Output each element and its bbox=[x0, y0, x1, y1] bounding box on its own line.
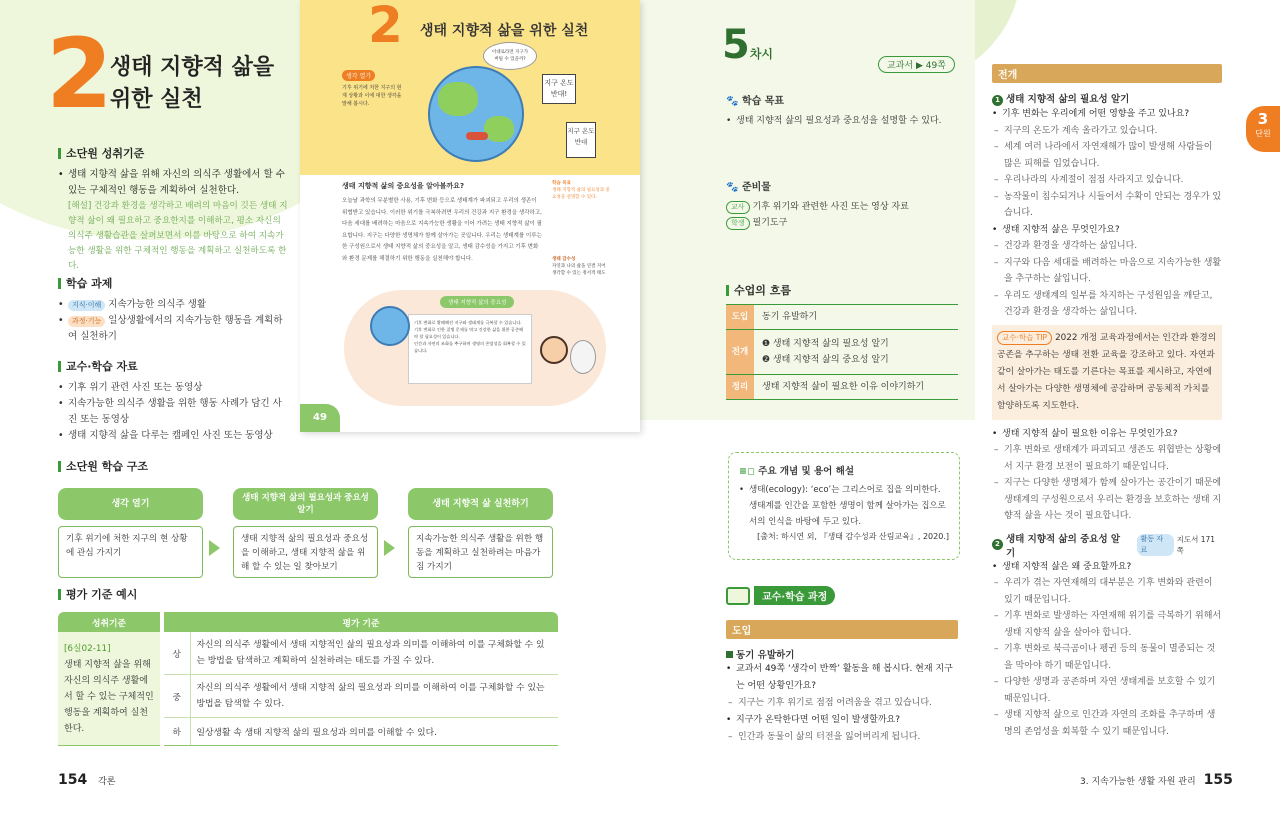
flow-section bbox=[726, 282, 958, 400]
prep-item: 학생 필기도구 bbox=[726, 215, 956, 231]
goal-header: 🐾 학습 목표 bbox=[726, 96, 785, 107]
task-item: • 지식·이해 지속가능한 의식주 생활 bbox=[58, 297, 290, 313]
polar-bear-illustration bbox=[570, 340, 596, 374]
concept-source: [출처: 하시연 외, 『생태 감수성과 산림교육』, 2020.] bbox=[757, 532, 949, 541]
dev-h1: 1 생태 지향적 삶의 필요성 알기 bbox=[992, 91, 1222, 106]
eval-level: 하 bbox=[162, 718, 190, 746]
prep-item: 교사 기후 위기와 관련한 사진 또는 영상 자료 bbox=[726, 199, 956, 215]
intro-stage-header: 도입 bbox=[726, 620, 958, 639]
eval-text: 자신의 의식주 생활에서 생태 지향적 삶의 필요성과 의미를 이해하여 이를 구체화할 수 있는 방법을 탐색할 수 있다. bbox=[190, 675, 558, 718]
book-icon: ≡◻ bbox=[739, 466, 755, 477]
flow-header: 수업의 흐름 bbox=[726, 282, 958, 298]
textbook-unit-number: 2 bbox=[368, 0, 403, 54]
standard-commentary: [해설] 건강과 환경을 생각하고 배려의 마음이 깃든 생태 지향적 삶이 왜 필요하고 중요한지를 이해하고, 평소 자신의 의식주 생활습관을 살펴보면서 이를 바탕으로 하여 지속가능한 생활을 위한 구체적인 행동을 계획하고 실천하도록 한다. bbox=[68, 201, 288, 271]
arrow-icon bbox=[384, 540, 395, 556]
side-tab[interactable]: 3 단원 bbox=[1246, 106, 1280, 152]
concept-header: ≡◻ 주요 개념 및 용어 해설 bbox=[739, 466, 854, 477]
standard-section bbox=[58, 145, 290, 274]
dev-stage-header: 전개 bbox=[992, 64, 1222, 83]
earth-illustration bbox=[428, 62, 528, 162]
paw-icon: 🐾 bbox=[726, 96, 739, 107]
bubble-title: 생태 지향적 삶의 중요성 bbox=[440, 296, 514, 308]
dev-answer: – 생태 지향적 삶으로 인간과 자연의 조화를 추구하며 생명의 존엄성을 회복할 수 있기 때문입니다. bbox=[992, 707, 1222, 740]
flow-row: 정리 생태 지향적 삶이 필요한 이유 이야기하기 bbox=[726, 375, 958, 400]
q-title: 생태 지향적 삶의 중요성을 알아볼까요? bbox=[342, 182, 465, 190]
dev-answer: – 우리도 생태계의 일부를 차지하는 구성원임을 깨닫고, 건강과 환경을 생각하는 삶입니다. bbox=[992, 288, 1222, 321]
goal-text: • 생태 지향적 삶의 필요성과 중요성을 설명할 수 있다. bbox=[726, 113, 956, 129]
process-title: 교수·학습 과정 bbox=[726, 586, 835, 605]
dev-answer: – 기후 변화로 북극곰이나 펭귄 등의 동물이 멸종되는 것을 막아야 하기 때문입니다. bbox=[992, 641, 1222, 674]
think-text: 기후 위기에 처한 지구의 현재 상황과 이에 대한 생각을 말해 봅시다. bbox=[342, 85, 402, 107]
textbook-page-number: 49 bbox=[300, 404, 340, 432]
eval-standard-cell: [6실02-11] 생태 지향적 삶을 위해 자신의 의식주 생활에서 할 수 있는 구체적인 행동을 계획하여 실천한다. bbox=[58, 632, 162, 746]
intro-question: • 지구가 온탁한다면 어떤 일이 발생할까요? bbox=[726, 712, 958, 729]
earth-icon bbox=[370, 306, 410, 346]
structure-flow bbox=[58, 488, 578, 578]
session-number: 5차시 bbox=[722, 22, 774, 68]
arrow-icon bbox=[209, 540, 220, 556]
evaluation-section bbox=[58, 586, 558, 746]
textbook-paragraph: 오늘날 과학의 무분별한 사용, 기후 변화 등으로 생태계가 파괴되고 우리의 생존이 위협받고 있습니다. 이러한 위기를 극복하려면 우리의 건강과 지구 환경을 생각하고, 다음 세대를 배려하는 마음으로 지속가능한 생활을 이어 가려는 생태 지향적 삶이 필요합니다. 지구는 다양한 생명체가 함께 살아가는 곳입니다. 우리는 생태계를 이루는 한 구성원으로서 생태 지향적 삶의 중요성을 알고, 생태 감수성을 가지고 기후 변화와 환경 문제를 해결하기 위한 행동을 실천해야 합니다. bbox=[342, 198, 542, 262]
goal-section bbox=[726, 92, 956, 129]
structure-col: 생태 지향적 삶 실천하기 지속가능한 의식주 생활을 위한 행동을 계획하고 실천하려는 마음가짐 가지기 bbox=[408, 488, 553, 578]
paw-icon: 🐾 bbox=[726, 182, 739, 193]
textbook-goal: 학습 목표 생태 지향적 삶의 필요성과 중요성을 설명할 수 있다. bbox=[552, 181, 610, 200]
dev-section bbox=[992, 64, 1222, 740]
page-number-left: 154 각론 bbox=[58, 772, 116, 788]
unit-title: 생태 지향적 삶을 위한 실천 bbox=[110, 55, 275, 112]
think-label: 생각 열기 bbox=[342, 70, 375, 81]
eval-col-header: 성취기준 bbox=[58, 612, 162, 632]
eval-text: 일상생활 속 생태 지향적 삶의 필요성과 의미를 이해할 수 있다. bbox=[190, 718, 558, 746]
intro-section bbox=[726, 620, 958, 746]
tip-label: 교수·학습 TIP bbox=[997, 331, 1052, 345]
dev-question: • 기후 변화는 우리에게 어떤 영향을 주고 있나요? bbox=[992, 106, 1222, 123]
tasks-section bbox=[58, 275, 290, 345]
protest-sign: 지구 온도 반대! bbox=[542, 74, 576, 104]
dev-question: • 생태 지향적 삶은 무엇인가요? bbox=[992, 222, 1222, 239]
standard-text: • 생태 지향적 삶을 위해 자신의 의식주 생활에서 할 수 있는 구체적인 행동을 계획하여 실천한다. bbox=[58, 167, 290, 199]
bubble-list: 기후 변화로 황폐해진 지구와 생태계를 극복할 수 있습니다. 기후 변화로 인한 질병 문제를 막고 건강한 삶을 위한 공존해야 할 필요성이 있습니다. 인간과 자연의 조화를 추구하며 생명의 존엄성을 회복할 수 있습니다. bbox=[408, 314, 532, 384]
dev-h2: 2 생태 지향적 삶의 중요성 알기 활동 자료 지도서 171쪽 bbox=[992, 531, 1222, 559]
dev-answer: – 지구와 다음 세대를 배려하는 마음으로 지속가능한 생활을 추구하는 삶입니다. bbox=[992, 255, 1222, 288]
eval-level: 상 bbox=[162, 632, 190, 675]
structure-header: 소단원 학습 구조 bbox=[58, 458, 578, 474]
material-item: • 지속가능한 의식주 생활을 위한 행동 사례가 담긴 사진 또는 동영상 bbox=[58, 396, 290, 428]
eval-level: 중 bbox=[162, 675, 190, 718]
standard-header: 소단원 성취기준 bbox=[58, 145, 290, 161]
concept-text: • 생태(ecology): ‘eco’는 그리스어로 집을 의미한다. 생태계를 인간을 포함한 생명이 함께 살아가는 집으로서의 인식을 바탕에 두고 있다. bbox=[739, 482, 949, 530]
concept-box bbox=[728, 452, 960, 560]
flow-row: 전개 ❶ 생태 지향적 삶의 필요성 알기 ❷ 생태 지향적 삶의 중요성 알기 bbox=[726, 330, 958, 375]
eval-text: 자신의 의식주 생활에서 생태 지향적인 삶의 필요성과 의미를 이해하여 이를 구체화할 수 있는 방법을 탐색하고 계획하여 실천하려는 태도를 가질 수 있다. bbox=[190, 632, 558, 675]
flow-row: 도입 동기 유발하기 bbox=[726, 305, 958, 330]
unit-number: 2 bbox=[46, 18, 113, 130]
textbook-gloss: 생태 감수성 자연과 나의 삶을 연결 지어 생각할 수 있는 정서적 태도 bbox=[552, 257, 606, 276]
textbook-title: 생태 지향적 삶을 위한 실천 bbox=[420, 23, 589, 39]
dev-answer: – 농작물이 침수되거나 시들어서 수확이 안되는 경우가 있습니다. bbox=[992, 189, 1222, 222]
footer-right: 3. 지속가능한 생활 자원 관리 155 bbox=[1080, 772, 1233, 788]
materials-section bbox=[58, 358, 290, 444]
dev-answer: – 세계 여러 나라에서 자연재해가 많이 발생해 사람들이 많은 피해를 입었습니다. bbox=[992, 139, 1222, 172]
intro-answer: – 지구는 기후 위기로 점점 어려움을 겪고 있습니다. bbox=[726, 695, 958, 712]
dev-answer: – 지구는 다양한 생명체가 함께 살아가는 공간이기 때문에 생태계의 구성원으로서 우리는 환경을 보호하는 생태 지향적 삶을 사는 것이 필요합니다. bbox=[992, 475, 1222, 525]
structure-col: 생태 지향적 삶의 필요성과 중요성 알기 생태 지향적 삶의 필요성과 중요성을 이해하고, 생태 지향적 삶을 위해 할 수 있는 일 찾아보기 bbox=[233, 488, 378, 578]
protest-sign: 지구 온도 반대 bbox=[566, 122, 596, 158]
child-illustration bbox=[540, 336, 568, 364]
speech-bubble: 이대로라면 지구가 버틸 수 있을까? bbox=[483, 42, 537, 70]
prep-header: 🐾 준비물 bbox=[726, 182, 771, 193]
intro-answer: – 인간과 동물이 삶의 터전을 잃어버리게 됩니다. bbox=[726, 729, 958, 746]
dev-answer: – 기후 변화로 생태계가 파괴되고 생존도 위협받는 상황에서 지구 환경 보전이 필요하기 때문입니다. bbox=[992, 442, 1222, 475]
dev-answer: – 기후 변화로 발생하는 자연재해 위기를 극복하기 위해서 생태 지향적 삶을 살아야 합니다. bbox=[992, 608, 1222, 641]
structure-section bbox=[58, 458, 578, 578]
evaluation-header: 평가 기준 예시 bbox=[58, 586, 558, 602]
intro-question: • 교과서 49쪽 ‘생각이 반짝’ 활동을 해 봅시다. 현재 지구는 어떤 상황인가요? bbox=[726, 661, 958, 695]
dev-answer: – 다양한 생명과 공존하며 자연 생태계를 보호할 수 있기 때문입니다. bbox=[992, 674, 1222, 707]
dev-answer: – 지구의 온도가 계속 올라가고 있습니다. bbox=[992, 123, 1222, 140]
dev-answer: – 우리나라의 사계절이 점점 사라지고 있습니다. bbox=[992, 172, 1222, 189]
material-item: • 기후 위기 관련 사진 또는 동영상 bbox=[58, 380, 290, 396]
textbook-ref-badge: 교과서 ▶ 49쪽 bbox=[878, 56, 955, 73]
evaluation-table bbox=[58, 612, 558, 746]
dev-answer: – 건강과 환경을 생각하는 삶입니다. bbox=[992, 238, 1222, 255]
structure-col: 생각 열기 기후 위기에 처한 지구의 현 상황에 관심 가지기 bbox=[58, 488, 203, 578]
materials-header: 교수·학습 자료 bbox=[58, 358, 290, 374]
eval-col-header: 평가 기준 bbox=[162, 612, 558, 632]
intro-head: 동기 유발하기 bbox=[726, 647, 958, 661]
prep-section bbox=[726, 178, 956, 231]
flow-table bbox=[726, 304, 958, 400]
task-item: • 과정·기능 일상생활에서의 지속가능한 행동을 계획하여 실천하기 bbox=[58, 313, 290, 345]
tip-box: 교수·학습 TIP 2022 개정 교육과정에서는 인간과 환경의 공존을 추구하는 생태 전환 교육을 강조하고 있다. 자연과 같이 살아가는 태도를 기른다는 목표를 제시하고, 자연에서 살아가는 다양한 생명체에 공감하며 공동체적 가치를 함양하도록 지도한다. bbox=[992, 325, 1222, 420]
textbook-page bbox=[300, 0, 640, 432]
laptop-icon bbox=[726, 587, 750, 605]
dev-question: • 생태 지향적 삶은 왜 중요할까요? bbox=[992, 559, 1222, 576]
dev-answer: – 우리가 겪는 자연재해의 대부분은 기후 변화와 관련이 있기 때문입니다. bbox=[992, 575, 1222, 608]
dev-question: • 생태 지향적 삶이 필요한 이유는 무엇인가요? bbox=[992, 426, 1222, 443]
material-item: • 생태 지향적 삶을 다루는 캠페인 사진 또는 동영상 bbox=[58, 428, 290, 444]
tasks-header: 학습 과제 bbox=[58, 275, 290, 291]
